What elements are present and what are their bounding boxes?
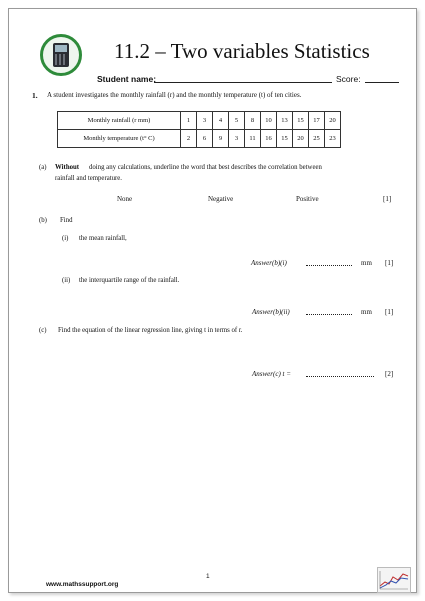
- part-a-bold: [55, 164, 79, 171]
- part-bi-label: (i): [62, 235, 69, 242]
- part-bi-marks: [1]: [385, 259, 394, 267]
- table-cell: 8: [245, 112, 261, 130]
- student-name-label: Student name:: [97, 74, 157, 84]
- table-cell: 15: [293, 112, 309, 130]
- part-b-text: Find: [60, 217, 73, 224]
- part-bii-label: (ii): [62, 277, 71, 284]
- table-row: [58, 112, 341, 130]
- page-number: 1: [206, 573, 210, 580]
- answer-bi-field[interactable]: [306, 265, 352, 266]
- part-b-label: (b): [39, 217, 47, 224]
- worksheet-page: [8, 8, 417, 593]
- answer-bii-label: Answer(b)(ii): [252, 308, 290, 316]
- row-label-rainfall: Monthly rainfall (r mm): [58, 112, 181, 130]
- table-cell: 3: [197, 112, 213, 130]
- row-label-temperature: Monthly temperature (t° C): [58, 130, 181, 148]
- question-number: 1.: [32, 91, 38, 100]
- part-a-label: (a): [39, 164, 47, 171]
- table-row: [58, 130, 341, 148]
- score-field[interactable]: [365, 82, 399, 83]
- part-a-text-1: doing any calculations, underline the word that best describes the correlation between: [89, 164, 322, 171]
- table-cell: 4: [213, 112, 229, 130]
- table-cell: 11: [245, 130, 261, 148]
- table-cell: 6: [197, 130, 213, 148]
- part-bii-marks: [1]: [385, 308, 394, 316]
- part-c-text: Find the equation of the linear regression line, giving t in terms of r.: [58, 327, 243, 334]
- table-cell: 9: [213, 130, 229, 148]
- part-c-label: (c): [39, 327, 47, 334]
- option-positive[interactable]: Positive: [296, 195, 319, 203]
- table-cell: 16: [261, 130, 277, 148]
- table-cell: 20: [325, 112, 341, 130]
- table-cell: 17: [309, 112, 325, 130]
- answer-bii-field[interactable]: [306, 314, 352, 315]
- answer-bi-label: Answer(b)(i): [251, 259, 287, 267]
- table-cell: 10: [261, 112, 277, 130]
- part-a-text-2: rainfall and temperature.: [55, 175, 122, 182]
- part-a-marks: [1]: [383, 195, 392, 203]
- part-c-marks: [2]: [385, 370, 394, 378]
- answer-c-label: Answer(c) t =: [252, 370, 291, 378]
- data-table: [57, 111, 341, 148]
- table-cell: 3: [229, 130, 245, 148]
- calculator-logo-icon: [40, 34, 82, 76]
- question-intro: A student investigates the monthly rainfall (r) and the monthly temperature (t) of ten cities.: [47, 91, 302, 99]
- table-cell: 15: [277, 130, 293, 148]
- part-a-bold-word: Without: [55, 164, 80, 171]
- table-cell: 5: [229, 112, 245, 130]
- page-title: 11.2 – Two variables Statistics: [114, 39, 370, 63]
- answer-c-field[interactable]: [306, 376, 374, 377]
- table-cell: 20: [293, 130, 309, 148]
- score-label: Score:: [336, 74, 361, 84]
- option-none[interactable]: None: [117, 195, 133, 203]
- table-cell: 23: [325, 130, 341, 148]
- part-bi-text: the mean rainfall,: [79, 235, 127, 242]
- table-cell: 1: [181, 112, 197, 130]
- part-bii-text: the interquartile range of the rainfall.: [79, 277, 180, 284]
- table-cell: 2: [181, 130, 197, 148]
- answer-bii-unit: mm: [361, 308, 372, 316]
- option-negative[interactable]: Negative: [208, 195, 234, 203]
- website-footer[interactable]: www.mathssupport.org: [46, 581, 119, 588]
- graph-thumbnail-icon: [377, 567, 411, 593]
- answer-bi-unit: mm: [361, 259, 372, 267]
- table-cell: 13: [277, 112, 293, 130]
- table-cell: 25: [309, 130, 325, 148]
- student-name-field[interactable]: [154, 82, 332, 83]
